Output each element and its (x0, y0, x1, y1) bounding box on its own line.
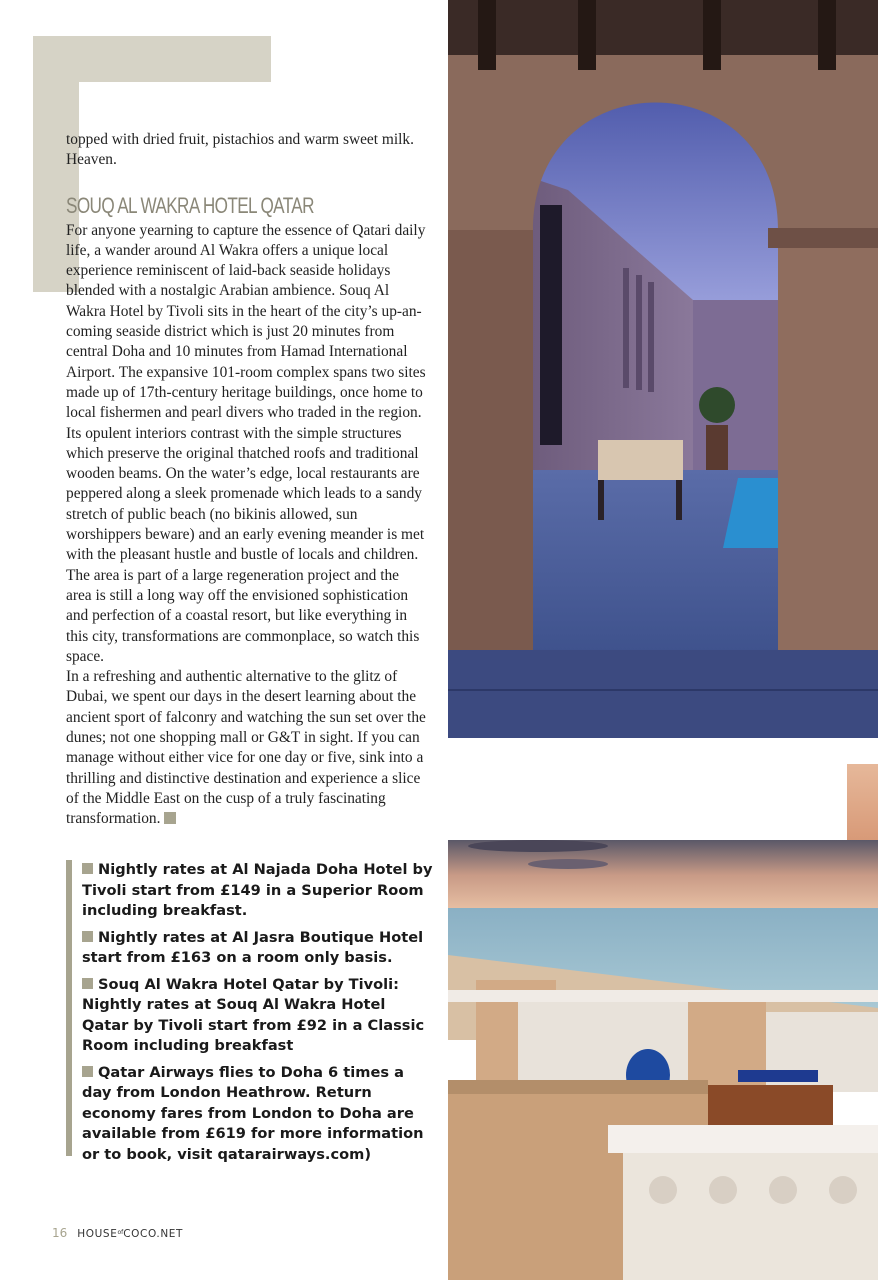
page-footer (52, 1226, 183, 1240)
sunset-sky-sliver (847, 764, 878, 840)
info-list (72, 860, 434, 1165)
info-item (82, 975, 434, 1057)
info-item-text: Nightly rates at Al Jasra Boutique Hotel start from £163 on a room only basis. (82, 928, 424, 966)
end-mark-icon (164, 812, 176, 824)
info-item-text: Nightly rates at Al Najada Doha Hotel by Tivoli start from £149 in a Superior Room including breakfast. (82, 861, 433, 919)
square-bullet-icon (82, 1066, 93, 1077)
arch-terrace-photo (448, 0, 878, 738)
paragraph-intro: topped with dried fruit, pistachios and warm sweet milk. Heaven. (66, 131, 414, 169)
page-number: 16 (52, 1226, 68, 1240)
info-item-text: Souq Al Wakra Hotel Qatar by Tivoli: Nightly rates at Souq Al Wakra Hotel Qatar by Tivoli start from £92 in a Classic Room including breakfast (82, 975, 425, 1054)
paragraph-closing-text: In a refreshing and authentic alternative to the glitz of Dubai, we spent our days in the desert learning about the ancient sport of falconry and watching the sun set over the dunes; not one shopping mall or G&T in sight. If you can manage without either vice for one day or five, sink into a thrilling and distinctive destination and experience a slice of the Middle East on the cusp of a truly fascinating transformation. (66, 668, 426, 828)
info-item (82, 1063, 434, 1166)
info-box (66, 860, 434, 1163)
square-bullet-icon (82, 978, 93, 989)
square-bullet-icon (82, 931, 93, 942)
brand-site: COCO.NET (123, 1228, 184, 1240)
section-heading: SOUQ AL WAKRA HOTEL QATAR (66, 192, 314, 218)
info-item (82, 928, 434, 969)
seaside-balcony-photo (448, 840, 878, 1280)
info-item-text: Qatar Airways flies to Doha 6 times a day from London Heathrow. Return economy fares from London to Doha are available from £619 for more information or to book, visit qatarairways.com) (82, 1063, 424, 1163)
info-item (82, 860, 434, 922)
paragraph-closing (66, 667, 428, 829)
article-body (66, 130, 428, 830)
brand-house: HOUSE (77, 1228, 118, 1240)
brand-of: of (117, 1229, 124, 1236)
paragraph-souq: For anyone yearning to capture the essence of Qatari daily life, a wander around Al Wakra offers a unique local experience reminiscent of laid-back seaside holidays blended with a nostalgic Arabian ambience. Souq Al Wakra Hotel by Tivoli sits in the heart of the city’s up-an-coming seaside district which is just 20 minutes from central Doha and 10 minutes from Hamad International Airport. The expansive 101-room complex spans two sites made up of 17th-century heritage buildings, once home to local fishermen and pearl divers who traded in the region. Its opulent interiors contrast with the simple structures which preserve the original thatched roofs and traditional wooden beams. On the water’s edge, local restaurants are peppered along a sleek promenade which leads to a sandy stretch of public beach (no bikinis allowed, sun worshippers beware) and an early evening meander is met with the pleasant hustle and bustle of locals and children. The area is part of a large regeneration project and the area is still a long way off the envisioned sophistication and perfection of a coastal resort, but like everything in this city, transformations are commonplace, so watch this space. (66, 221, 426, 665)
square-bullet-icon (82, 863, 93, 874)
